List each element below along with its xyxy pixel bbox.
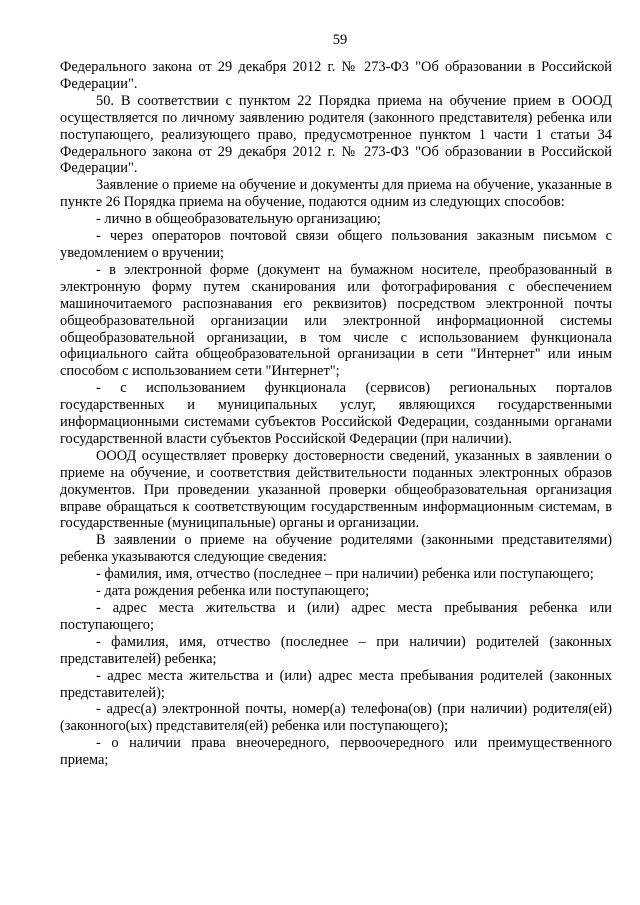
list-item-birth-date: - дата рождения ребенка или поступающего; [96, 583, 370, 600]
paragraph-law-reference: Федерального закона от 29 декабря 2012 г. № 273-ФЗ "Об образовании в Российской Федерации". [60, 59, 612, 92]
list-item-child-address: - адрес места жительства и (или) адрес места пребывания ребенка или поступающего; [60, 600, 612, 633]
paragraph-item-50: 50. В соответствии с пунктом 22 Порядка приема на обучение прием в ОООД осуществляется по личному заявлению родителя (законного представителя) ребенка или поступающего, реализующего право, предусмотренное пунктом 1 части 1 статьи 34 Федерального закона от 29 декабря 2012 г. № 273-ФЗ "Об образовании в Российской Федерации". [60, 92, 612, 177]
list-item-priority-right: - о наличии права внеочередного, первоочередного или преимущественного приема; [60, 735, 612, 769]
list-item-parent-address: - адрес места жительства и (или) адрес места пребывания родителей (законных представителей); [60, 667, 612, 701]
list-item-contacts: - адрес(а) электронной почты, номер(а) телефона(ов) (при наличии) родителя(ей) (законного(ых) представителя(ей) ребенка или поступающего); [60, 701, 612, 735]
paragraph-application-details: В заявлении о приеме на обучение родителями (законными представителями) ребенка указываются следующие сведения: [60, 532, 612, 566]
body-text [60, 59, 612, 769]
paragraph-verification: ОООД осуществляет проверку достоверности сведений, указанных в заявлении о приеме на обучение, и соответствия действительности поданных электронных образов документов. При проведении указанной проверки общеобразовательная организация вправе обращаться к соответствующим государственным информационным системам, в государственные (муниципальные) органы и организации. [60, 447, 612, 532]
list-item-child-name: - фамилия, имя, отчество (последнее – при наличии) ребенка или поступающего; [96, 566, 594, 583]
list-item-regional-portals: - с использованием функционала (сервисов) региональных порталов государственных и муниципальных услуг, являющихся государственными информационными системами субъектов Российской Федерации, созданными органами государственной власти субъектов Российской Федерации (при наличии). [60, 380, 612, 447]
list-item-electronic: - в электронной форме (документ на бумажном носителе, преобразованный в электронную форму путем сканирования или фотографирования с обеспечением машиночитаемого распознавания его реквизитов) посредством электронной почты общеобразовательной организации или электронной информационной системы общеобразовательной организации, в том числе с использованием функционала официального сайта общеобразовательной организации в сети "Интернет" или иным способом с использованием сети "Интернет"; [60, 261, 612, 380]
list-item-parent-name: - фамилия, имя, отчество (последнее – при наличии) родителей (законных представителей) ребенка; [60, 633, 612, 667]
list-item-in-person: - лично в общеобразовательную организацию; [96, 211, 381, 228]
page-number: 59 [332, 32, 348, 48]
list-item-postal: - через операторов почтовой связи общего пользования заказным письмом с уведомлением о вручении; [60, 228, 612, 261]
paragraph-submission-methods: Заявление о приеме на обучение и документы для приема на обучение, указанные в пункте 26 Порядка приема на обучение, подаются одним из следующих способов: [60, 177, 612, 211]
